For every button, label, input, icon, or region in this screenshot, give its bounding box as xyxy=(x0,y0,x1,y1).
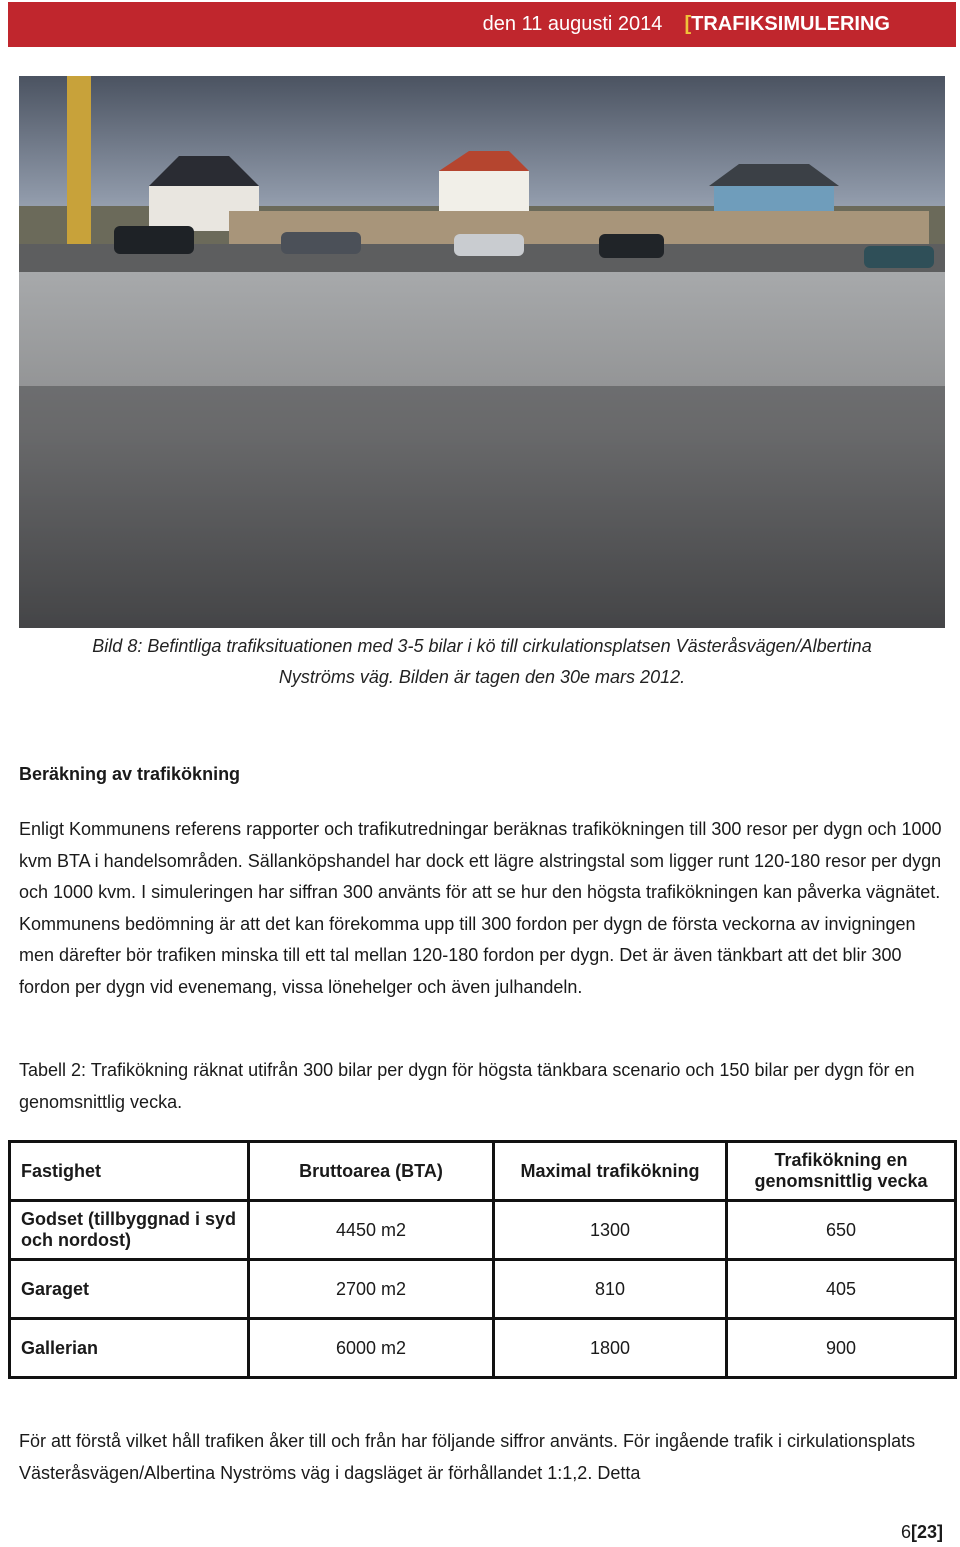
header-maximal: Maximal trafikökning xyxy=(494,1142,727,1201)
cell-area: 4450 m2 xyxy=(249,1201,494,1260)
table-row xyxy=(10,1319,956,1378)
parking-lot-photo xyxy=(19,76,945,628)
table-description: Tabell 2: Trafikökning räknat utifrån 300 bilar per dygn för högsta tänkbara scenario och 150 bilar per dygn för en genomsnittlig vecka. xyxy=(19,1060,915,1112)
cell-avg: 900 xyxy=(727,1319,956,1378)
header-bracket: [ xyxy=(684,13,692,35)
page-current: 6 xyxy=(900,1522,911,1542)
page-number: 6[23] xyxy=(900,1522,943,1542)
page-header xyxy=(8,2,956,47)
cell-avg: 650 xyxy=(727,1201,956,1260)
cell-property: Gallerian xyxy=(10,1319,249,1378)
cell-area: 6000 m2 xyxy=(249,1319,494,1378)
header-genomsnittlig: Trafikökning en genomsnittlig vecka xyxy=(727,1142,956,1201)
paragraph-traffic-calculation: Enligt Kommunens referens rapporter och trafikutredningar beräknas trafikökningen till 300 resor per dygn och 1000 kvm BTA i handelsområden. Sällanköpshandel har dock ett lägre alstringstal som ligger runt 120-180 resor per dygn och 1000 kvm. I simuleringen har siffran 300 använts för att se hur den högsta trafikökningen kan påverka vägnätet. Kommunens bedömning är att det kan förekomma upp till 300 fordon per dygn de första veckorna av invigningen men därefter bör trafiken minska till ett tal mellan 120-180 fordon per dygn. Det är även tänkbart att det blir 300 fordon per dygn vid evenemang, vissa lönehelger och även julhandeln. xyxy=(19,819,942,997)
cell-property: Godset (tillbyggnad i syd och nordost) xyxy=(10,1201,249,1260)
section-heading: Beräkning av trafikökning xyxy=(19,764,241,784)
header-bruttoarea: Bruttoarea (BTA) xyxy=(249,1142,494,1201)
page-total: 23 xyxy=(916,1522,937,1542)
table-header-row xyxy=(10,1142,956,1201)
header-fastighet: Fastighet xyxy=(10,1142,249,1201)
caption-line-2: Nyströms väg. Bilden är tagen den 30e mars 2012. xyxy=(278,667,686,687)
cell-max: 1300 xyxy=(494,1201,727,1260)
header-date: den 11 augusti 2014 xyxy=(482,13,663,35)
paragraph-direction: För att förstå vilket håll trafiken åker till och från har följande siffror använts. För ingående trafik i cirkulationsplats Västeråsvägen/Albertina Nyströms väg i dagsläget är förhållandet 1:1,2. Detta xyxy=(19,1431,916,1483)
cell-max: 810 xyxy=(494,1260,727,1319)
table-row xyxy=(10,1260,956,1319)
cell-property: Garaget xyxy=(10,1260,249,1319)
cell-area: 2700 m2 xyxy=(249,1260,494,1319)
table-row xyxy=(10,1201,956,1260)
figure-caption xyxy=(19,631,945,693)
header-title: TRAFIKSIMULERING xyxy=(691,13,890,35)
cell-max: 1800 xyxy=(494,1319,727,1378)
caption-line-1: Bild 8: Befintliga trafiksituationen med 3-5 bilar i kö till cirkulationsplatsen Västeråsvägen/Albertina xyxy=(92,636,872,656)
traffic-increase-table xyxy=(8,1140,957,1379)
cell-avg: 405 xyxy=(727,1260,956,1319)
